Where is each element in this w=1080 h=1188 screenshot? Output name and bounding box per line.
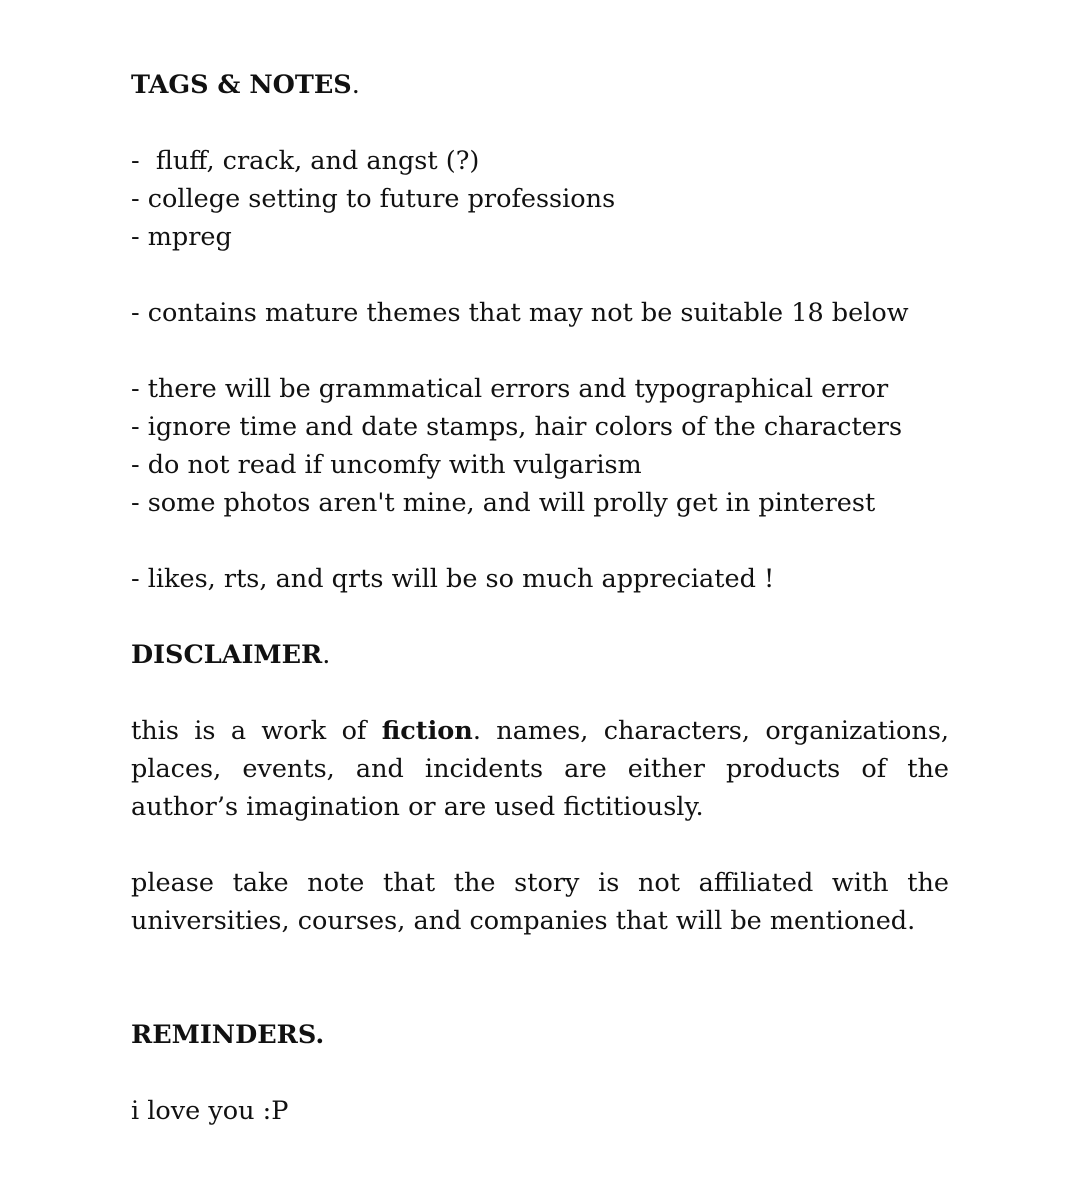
spacer: [131, 940, 949, 1016]
fiction-emphasis: fiction: [381, 716, 473, 746]
spacer: [131, 1054, 949, 1092]
spacer: [131, 256, 949, 294]
tag-line: - some photos aren't mine, and will prolly get in pinterest: [131, 488, 876, 518]
tags-notes-heading: [131, 66, 949, 104]
tag-line: - ignore time and date stamps, hair colors of the characters: [131, 412, 903, 442]
tags-notes-heading-dot: .: [351, 70, 360, 100]
tag-line: - college setting to future professions: [131, 184, 616, 214]
spacer: [131, 332, 949, 370]
tag-line: - contains mature themes that may not be suitable 18 below: [131, 298, 909, 328]
tags-notes-heading-text: TAGS & NOTES: [131, 70, 352, 100]
disclaimer-heading: [131, 636, 949, 674]
tag-line: - mpreg: [131, 222, 232, 252]
spacer: [131, 522, 949, 560]
tag-line: - fluff, crack, and angst (?): [131, 146, 480, 176]
spacer: [131, 104, 949, 142]
disclaimer-heading-text: DISCLAIMER: [131, 640, 323, 670]
spacer: [131, 674, 949, 712]
spacer: [131, 826, 949, 864]
tag-line: - likes, rts, and qrts will be so much appreciated !: [131, 564, 775, 594]
disclaimer-paragraph-affiliation: please take note that the story is not affiliated with the universities, courses, and companies that will be mentioned.: [131, 868, 949, 936]
disclaimer-text: this is a work of: [131, 716, 382, 746]
disclaimer-paragraph-fiction: [131, 712, 949, 826]
disclaimer-text: . names, characters, organizations, places, events, and incidents are either products of the author’s imagination or are used fictitiously.: [131, 716, 950, 822]
document-page: [131, 66, 949, 1130]
reminders-text: i love you :P: [131, 1096, 289, 1126]
disclaimer-heading-dot: .: [322, 640, 331, 670]
tag-line: - there will be grammatical errors and typographical error: [131, 374, 889, 404]
reminders-heading: REMINDERS.: [131, 1020, 325, 1050]
spacer: [131, 598, 949, 636]
tag-line: - do not read if uncomfy with vulgarism: [131, 450, 642, 480]
